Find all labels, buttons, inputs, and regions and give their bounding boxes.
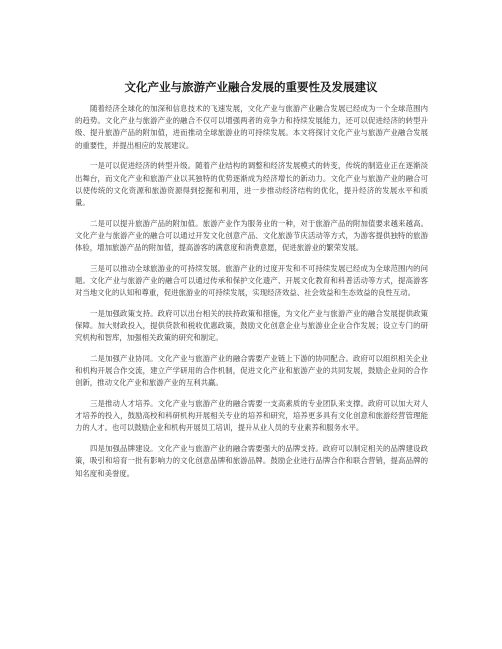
paragraph-sustainability: 三是可以推动全球旅游业的可持续发展。旅游产业的过度开发和不可持续发展已经成为全球范围内的问题。文化产业与旅游产业的融合可以通过传承和保护文化遗产、开展文化教育和科普活动等方式，提高游客对当地文化的认知和尊重，促进旅游业的可持续发展，实现经济效益、社会效益和生态效益的良性互动。: [75, 263, 428, 298]
document-title: 文化产业与旅游产业融合发展的重要性及发展建议: [124, 80, 378, 94]
paragraph-industry-synergy: 二是加强产业协同。文化产业与旅游产业的融合需要产业链上下游的协同配合。政府可以组织相关企业和机构开展合作交流，建立产学研用的合作机制，促进文化产业和旅游产业的共同发展，鼓励企业间的合作创新，推动文化产业和旅游产业的互利共赢。: [75, 353, 428, 388]
paragraph-intro: 随着经济全球化的加深和信息技术的飞速发展，文化产业与旅游产业融合发展已经成为一个全球范围内的趋势。文化产业与旅游产业的融合不仅可以增强两者的竞争力和持续发展能力，还可以促进经济的转型升级、提升旅游产品的附加值，进而推动全球旅游业的可持续发展。本文将探讨文化产业与旅游产业融合发展的重要性，并提出相应的发展建议。: [75, 104, 428, 150]
paragraph-brand-building: 四是加强品牌建设。文化产业与旅游产业的融合需要强大的品牌支持。政府可以制定相关的品牌建设政策，吸引和培育一批有影响力的文化创意品牌和旅游品牌。鼓励企业进行品牌合作和联合营销，提高品牌的知名度和美誉度。: [75, 444, 428, 478]
paragraph-economic-upgrade: 一是可以促进经济的转型升级。随着产业结构的调整和经济发展模式的转变，传统的制造业正在逐渐淡出舞台，而文化产业和旅游产业以其独特的优势逐渐成为经济增长的新动力。文化产业与旅游产业的融合可以使传统的文化资源和旅游资源得到挖掘和利用，进一步推动经济结构的优化，提升经济的发展水平和质量。: [75, 161, 428, 207]
paragraph-policy-support: 一是加强政策支持。政府可以出台相关的扶持政策和措施，为文化产业与旅游产业的融合发展提供政策保障。加大财政投入，提供贷款和税收优惠政策，鼓励文化创意企业与旅游业企业合作发展；设立专门的研究机构和智库，加强相关政策的研究和制定。: [75, 308, 428, 343]
paragraph-added-value: 二是可以提升旅游产品的附加值。旅游产业作为服务业的一种，对于旅游产品的附加值要求越来越高。文化产业与旅游产业的融合可以通过开发文化创意产品、文化旅游节庆活动等方式，为游客提供独特的旅游体验，增加旅游产品的附加值，提高游客的满意度和消费意愿，促进旅游业的繁荣发展。: [75, 218, 428, 253]
paragraph-talent-training: 三是推动人才培养。文化产业与旅游产业的融合需要一支高素质的专业团队来支撑。政府可以加大对人才培养的投入，鼓励高校和科研机构开展相关专业的培养和研究，培养更多具有文化创意和旅游经营管理能力的人才。也可以鼓励企业和机构开展员工培训，提升从业人员的专业素养和服务水平。: [75, 399, 428, 433]
document-body: [75, 103, 428, 488]
